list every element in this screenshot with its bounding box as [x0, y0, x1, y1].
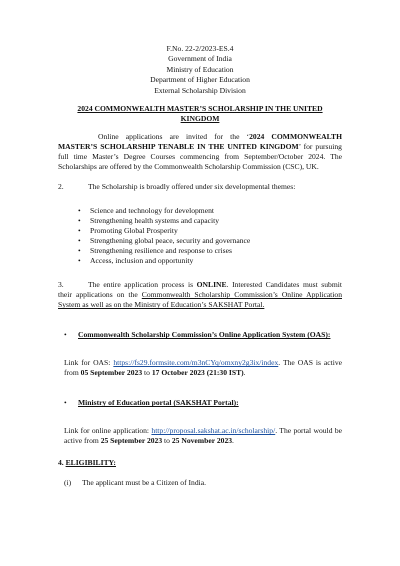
oas-end-date: 17 October 2023 (21:30 IST): [151, 368, 244, 378]
oas-link[interactable]: https://fs29.formsite.com/m3nCYq/omxny2g3ix/index: [113, 358, 279, 368]
header-line-department: Department of Higher Education: [150, 75, 250, 85]
eligibility-item: [58, 478, 342, 488]
intro-text-before: Online applications are invited for the ‘: [98, 132, 250, 142]
paragraph-2: [58, 182, 342, 192]
intro-text-after: ’ for pursuing full time Master’s Degree Courses commencing from September/October 2024. The Scholarships are offered by the Commonwealth Scholarship Commission (CSC), UK.: [58, 142, 342, 172]
oas-link-prefix: Link for OAS:: [64, 358, 114, 368]
theme-item: • Strengthening global peace, security and governance: [78, 236, 342, 246]
sakshat-text-tail: .: [232, 436, 234, 446]
theme-item: • Access, inclusion and opportunity: [78, 256, 342, 266]
intro-paragraph: [58, 132, 342, 172]
file-number: F.No. 22-2/2023-ES.4: [166, 44, 234, 53]
oas-text-tail: .: [243, 368, 246, 378]
sakshat-text-to: to: [162, 436, 172, 446]
sakshat-end-date: 25 November 2023: [171, 436, 233, 446]
sakshat-text-mid: . The portal would be active from: [64, 426, 342, 446]
paragraph-3: [58, 280, 342, 310]
theme-item: • Promoting Global Prosperity: [78, 226, 342, 236]
oas-paragraph: [58, 358, 342, 378]
paragraph-2-text: The Scholarship is broadly offered under six developmental themes:: [88, 182, 296, 192]
header-line-division: External Scholarship Division: [154, 85, 246, 95]
letter-header: [58, 44, 342, 96]
eligibility-heading-text: ELIGIBILITY:: [65, 458, 116, 468]
paragraph-3-number: 3.: [58, 280, 64, 290]
eligibility-heading: [58, 458, 342, 468]
oas-text-to: to: [142, 368, 152, 378]
oas-start-date: 05 September 2023: [80, 368, 143, 378]
paragraph-3-online: ONLINE: [196, 280, 227, 290]
bullet-icon: •: [64, 330, 67, 340]
paragraph-3-portals: Commonwealth Scholarship Commission’s Online Application System as well as on the Ministry of Education’s SAKSHAT Portal.: [58, 290, 342, 310]
sakshat-heading-text: Ministry of Education portal (SAKSHAT Portal):: [78, 398, 239, 408]
sakshat-link[interactable]: http://proposal.sakshat.ac.in/scholarship/: [151, 426, 276, 436]
theme-item: • Strengthening health systems and capacity: [78, 216, 342, 226]
intro-scholarship-name: 2024 COMMONWEALTH MASTER’S SCHOLARSHIP TENABLE IN THE UNITED KINGDOM: [58, 132, 342, 152]
sakshat-paragraph: [58, 426, 342, 446]
header-line-government: Government of India: [168, 54, 232, 64]
sakshat-heading: [58, 398, 342, 408]
eligibility-item-numeral: (i): [64, 478, 72, 488]
theme-item: • Science and technology for development: [78, 206, 342, 216]
oas-heading: [58, 330, 342, 340]
oas-text-mid: . The OAS is active from: [64, 358, 342, 378]
bullet-icon: •: [64, 398, 67, 408]
sakshat-start-date: 25 September 2023: [100, 436, 163, 446]
oas-heading-text: Commonwealth Scholarship Commission’s Online Application System (OAS):: [78, 330, 331, 340]
eligibility-item-text: The applicant must be a Citizen of India.: [82, 478, 206, 488]
eligibility-number: 4.: [58, 458, 66, 468]
paragraph-3-text-middle: . Interested Candidates must submit their applications on the: [58, 280, 342, 300]
sakshat-link-prefix: Link for online application:: [64, 426, 152, 436]
header-line-ministry: Ministry of Education: [166, 64, 234, 74]
themes-list: [58, 206, 342, 266]
paragraph-2-number: 2.: [58, 182, 64, 192]
paragraph-3-text-before: The entire application process is: [88, 280, 197, 290]
theme-item: • Strengthening resilience and response to crises: [78, 246, 342, 256]
document-title: 2024 COMMONWEALTH MASTER’S SCHOLARSHIP IN THE UNITED KINGDOM: [77, 104, 323, 124]
